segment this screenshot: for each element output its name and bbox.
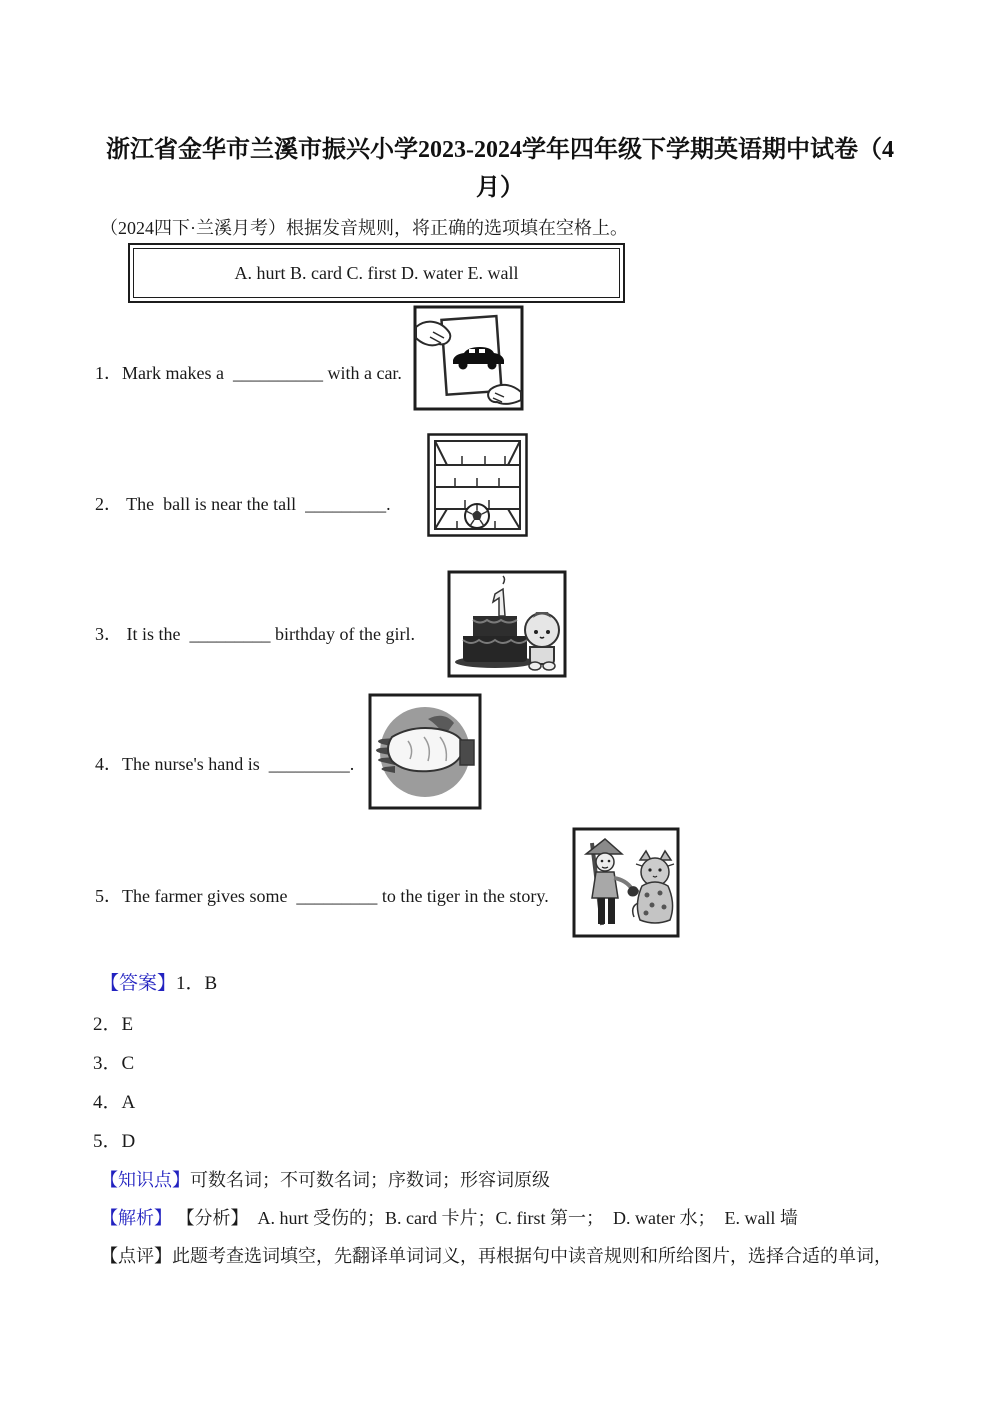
birthday-cake-girl-icon [447, 570, 567, 678]
hands-holding-car-card-icon [413, 305, 524, 411]
bandaged-hand-icon [368, 693, 482, 810]
page-title [60, 131, 940, 207]
farmer-tiger-icon [572, 827, 680, 938]
analysis-line [100, 1204, 798, 1230]
brick-wall-ball-icon [427, 433, 528, 537]
answer-4: 4．A [93, 1092, 136, 1113]
answer-5: 5．D [93, 1131, 136, 1152]
comment-line [100, 1242, 892, 1268]
question-instruction: （2024四下·兰溪月考）根据发音规则，将正确的选项填在空格上。 [100, 218, 628, 238]
comment-text: 此题考查选词填空，先翻译单词词义，再根据句中读音规则和所给图片，选择合适的单词， [172, 1246, 892, 1266]
question-2-image [427, 433, 528, 537]
page-title-line1: 浙江省金华市兰溪市振兴小学2023-2024学年四年级下学期英语期中试卷（4 [106, 137, 894, 163]
analysis-label: 【解析】 [100, 1208, 172, 1228]
page-title-line2: 月） [476, 175, 524, 201]
question-5-image [572, 827, 680, 938]
question-3-image [447, 570, 567, 678]
answers-line-1 [100, 968, 217, 995]
question-1-image [413, 305, 524, 411]
knowledge-points-text: 可数名词；不可数名词；序数词；形容词原级 [190, 1170, 550, 1190]
word-bank-box [128, 243, 625, 303]
question-2-text: 2． The ball is near the tall _________. [95, 494, 391, 514]
comment-label: 【点评】 [100, 1246, 172, 1266]
analysis-text: A. hurt 受伤的；B. card 卡片；C. first 第一； D. water 水； E. wall 墙 [248, 1208, 798, 1228]
answers-label: 【答案】 [100, 973, 177, 994]
question-4-text: 4．The nurse's hand is _________. [95, 754, 355, 774]
question-1-text: 1．Mark makes a __________ with a car. [95, 363, 402, 383]
answer-3: 3．C [93, 1053, 135, 1074]
answer-1: 1．B [176, 973, 218, 994]
knowledge-points-label: 【知识点】 [100, 1170, 190, 1190]
analysis-sublabel: 【分析】 [172, 1208, 249, 1228]
question-4-image [368, 693, 482, 810]
question-5-text: 5．The farmer gives some _________ to the tiger in the story. [95, 886, 549, 906]
answer-2: 2．E [93, 1014, 134, 1035]
question-3-text: 3． It is the _________ birthday of the girl. [95, 624, 415, 644]
word-bank-options: A. hurt B. card C. first D. water E. wall [133, 248, 620, 298]
knowledge-points-line [100, 1166, 550, 1192]
